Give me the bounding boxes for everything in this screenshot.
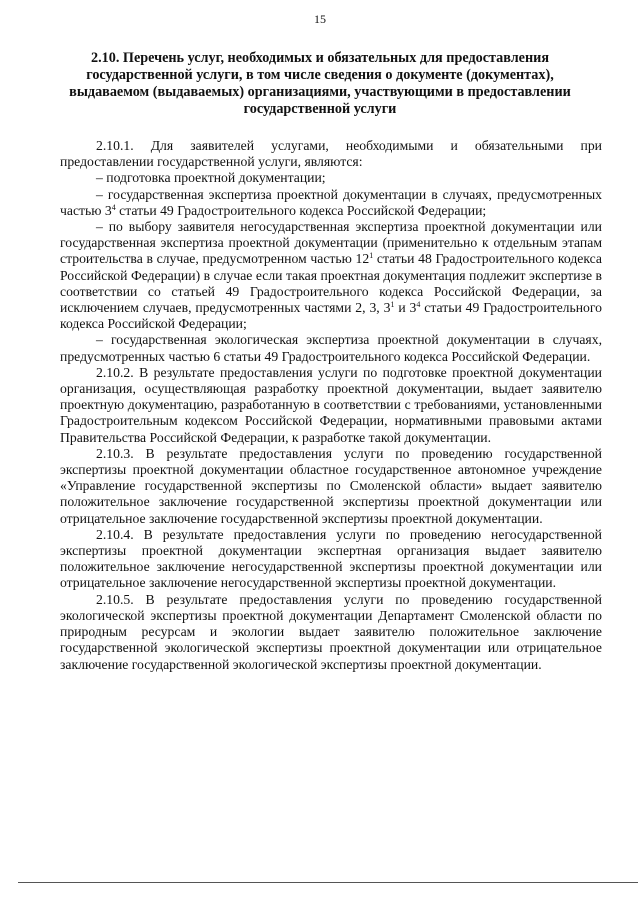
- paragraph-2-10-2: 2.10.2. В результате предоставления услуги по подготовке проектной документации организация, осуществляющая разработку проектной документации, выдает заявителю проектную документацию, разработанную в соответствии с требованиями, установленными Градостроительным кодексом Российской Федерации, нормативными правовыми актами Правительства Российской Федерации, к разработке такой документации.: [60, 364, 602, 445]
- list-item-text: статьи 49 Градостроительного кодекса Российской Федерации;: [115, 202, 487, 218]
- list-item-state-expertise: [60, 187, 602, 219]
- superscript: 1: [390, 300, 395, 310]
- bottom-divider: [18, 882, 638, 883]
- superscript: 1: [369, 251, 374, 261]
- paragraph-2-10-4: 2.10.4. В результате предоставления услуги по проведению негосударственной экспертизы проектной документации экспертная организация выдает заявителю положительное заключение негосударственной экспертизы проектной документации или отрицательное заключение негосударственной экспертизы проектной документации.: [60, 526, 602, 591]
- superscript: 4: [416, 300, 421, 310]
- list-item-text: – государственная экспертиза проектной документации в случаях, предусмотренных частью 3: [60, 186, 602, 218]
- page-number: 15: [314, 12, 326, 26]
- list-item-text: статьи 48 Градостроительного кодекса Российской Федерации) в случае если такая проектная документация подлежит экспертизе в соответствии со статьей 49 Градостроительного кодекса Российской Федерации, за исключением случаев, предусмотренных частями 2, 3, 3: [60, 251, 602, 316]
- document-body: [60, 138, 602, 673]
- paragraph-2-10-3: 2.10.3. В результате предоставления услуги по проведению государственной экспертизы проектной документации областное государственное автономное учреждение «Управление государственной экспертизы по Смоленской области» выдает заявителю положительное заключение государственной экспертизы проектной документации или отрицательное заключение государственной экспертизы проектной документации.: [60, 445, 602, 526]
- paragraph-2-10-5: 2.10.5. В результате предоставления услуги по проведению государственной экологической экспертизы проектной документации Департамент Смоленской области по природным ресурсам и экологии выдает заявителю положительное заключение государственной экологической экспертизы проектной документации или отрицательное заключение государственной экологической экспертизы проектной документации.: [60, 591, 602, 672]
- superscript: 4: [111, 202, 116, 212]
- section-heading: 2.10. Перечень услуг, необходимых и обязательных для предоставления государственной услуги, в том числе сведения о документе (документах), выдаваемом (выдаваемых) организациями, участвующими в предоставлении государственной услуги: [69, 50, 571, 117]
- paragraph-2-10-1: 2.10.1. Для заявителей услугами, необходимыми и обязательными при предоставлении государственной услуги, являются:: [60, 138, 602, 170]
- list-item-text: – по выбору заявителя негосударственная экспертиза проектной документации или государственная экспертиза проектной документации (применительно к отдельным этапам строительства в случае, предусмотренном частью 12: [60, 219, 602, 267]
- list-item-expertise-choice: [60, 219, 602, 332]
- list-item-text: статьи 49 Градостроительного кодекса Российской Федерации;: [60, 300, 602, 332]
- list-item-project-preparation: – подготовка проектной документации;: [96, 170, 326, 186]
- list-item-text: и 3: [394, 300, 417, 316]
- list-item-ecological-expertise: – государственная экологическая экспертиза проектной документации в случаях, предусмотренных частью 6 статьи 49 Градостроительного кодекса Российской Федерации.: [60, 332, 602, 364]
